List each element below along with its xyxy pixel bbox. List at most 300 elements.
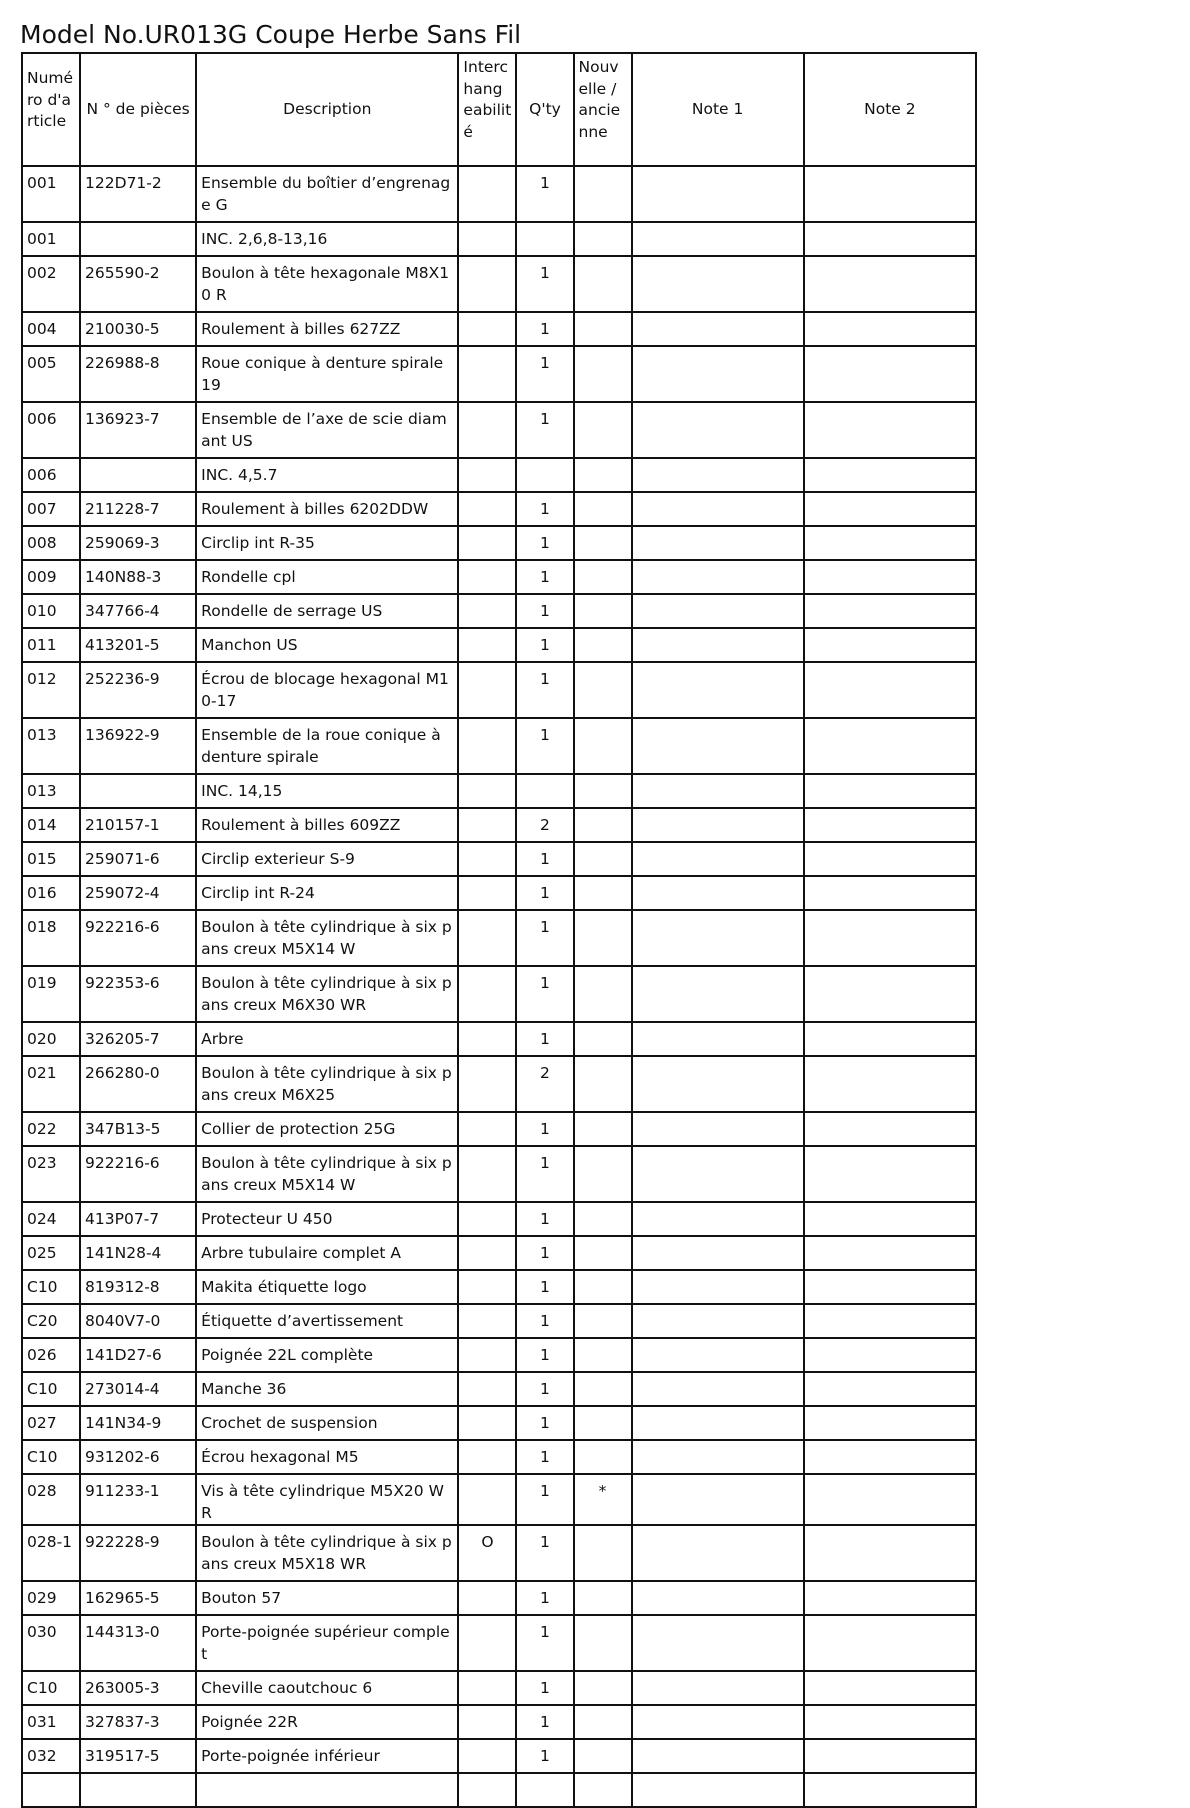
cell-description: Roulement à billes 6202DDW <box>196 492 458 526</box>
cell-article-number: 031 <box>22 1705 80 1739</box>
cell-note-1 <box>632 628 804 662</box>
header-part-number: N ° de pièces <box>80 53 196 166</box>
cell-quantity: 1 <box>516 628 573 662</box>
cell-new-old <box>574 628 632 662</box>
cell-note-1 <box>632 842 804 876</box>
cell-interchangeability <box>458 526 516 560</box>
cell-note-1 <box>632 876 804 910</box>
cell-new-old <box>574 1112 632 1146</box>
cell-note-2 <box>804 166 976 222</box>
cell-article-number: 020 <box>22 1022 80 1056</box>
cell-description: Cheville caoutchouc 6 <box>196 1671 458 1705</box>
cell-article-number: 008 <box>22 526 80 560</box>
cell-note-1 <box>632 1440 804 1474</box>
cell-note-2 <box>804 256 976 312</box>
cell-note-2 <box>804 312 976 346</box>
cell-article-number: 029 <box>22 1581 80 1615</box>
cell-note-2 <box>804 222 976 256</box>
empty-cell <box>22 1773 80 1807</box>
cell-quantity: 1 <box>516 1671 573 1705</box>
cell-new-old <box>574 1056 632 1112</box>
table-row <box>22 808 976 842</box>
cell-new-old <box>574 1338 632 1372</box>
cell-description: Ensemble de la roue conique à denture spirale <box>196 718 458 774</box>
cell-part-number: 413P07-7 <box>80 1202 196 1236</box>
cell-quantity: 1 <box>516 1440 573 1474</box>
table-row <box>22 222 976 256</box>
cell-new-old <box>574 1372 632 1406</box>
cell-note-2 <box>804 1056 976 1112</box>
table-row <box>22 774 976 808</box>
cell-description: Protecteur U 450 <box>196 1202 458 1236</box>
cell-note-1 <box>632 1525 804 1581</box>
table-row <box>22 256 976 312</box>
cell-part-number: 819312-8 <box>80 1270 196 1304</box>
cell-article-number: 007 <box>22 492 80 526</box>
table-row <box>22 966 976 1022</box>
cell-interchangeability <box>458 774 516 808</box>
cell-article-number: 013 <box>22 774 80 808</box>
cell-quantity: 1 <box>516 1236 573 1270</box>
table-header-row <box>22 53 976 166</box>
cell-new-old <box>574 876 632 910</box>
cell-interchangeability <box>458 966 516 1022</box>
cell-quantity: 1 <box>516 346 573 402</box>
cell-part-number: 347B13-5 <box>80 1112 196 1146</box>
cell-interchangeability <box>458 1112 516 1146</box>
table-row <box>22 1304 976 1338</box>
cell-part-number: 136923-7 <box>80 402 196 458</box>
table-row <box>22 1406 976 1440</box>
cell-new-old <box>574 526 632 560</box>
cell-note-2 <box>804 876 976 910</box>
cell-note-2 <box>804 1372 976 1406</box>
cell-interchangeability <box>458 1615 516 1671</box>
cell-note-1 <box>632 1202 804 1236</box>
cell-article-number: 002 <box>22 256 80 312</box>
table-row <box>22 1581 976 1615</box>
cell-note-2 <box>804 1615 976 1671</box>
cell-note-1 <box>632 312 804 346</box>
parts-table <box>21 52 977 1808</box>
cell-part-number: 265590-2 <box>80 256 196 312</box>
cell-quantity: 1 <box>516 492 573 526</box>
cell-interchangeability <box>458 1202 516 1236</box>
cell-new-old <box>574 1304 632 1338</box>
table-row <box>22 1671 976 1705</box>
cell-quantity: 1 <box>516 312 573 346</box>
cell-note-2 <box>804 718 976 774</box>
cell-note-1 <box>632 526 804 560</box>
cell-article-number: 018 <box>22 910 80 966</box>
cell-new-old <box>574 1440 632 1474</box>
table-row <box>22 560 976 594</box>
cell-quantity: 1 <box>516 256 573 312</box>
cell-description: INC. 14,15 <box>196 774 458 808</box>
cell-part-number: 326205-7 <box>80 1022 196 1056</box>
cell-quantity: 1 <box>516 526 573 560</box>
cell-new-old: * <box>574 1474 632 1525</box>
cell-interchangeability <box>458 1372 516 1406</box>
cell-note-2 <box>804 1112 976 1146</box>
table-row <box>22 1372 976 1406</box>
cell-note-1 <box>632 166 804 222</box>
table-row <box>22 1146 976 1202</box>
cell-part-number: 263005-3 <box>80 1671 196 1705</box>
cell-note-1 <box>632 966 804 1022</box>
cell-article-number: C20 <box>22 1304 80 1338</box>
cell-part-number: 162965-5 <box>80 1581 196 1615</box>
table-row <box>22 718 976 774</box>
cell-note-2 <box>804 662 976 718</box>
table-row <box>22 1773 976 1807</box>
table-row <box>22 1739 976 1773</box>
cell-new-old <box>574 594 632 628</box>
cell-quantity: 1 <box>516 718 573 774</box>
cell-interchangeability <box>458 1270 516 1304</box>
empty-cell <box>632 1773 804 1807</box>
cell-interchangeability <box>458 718 516 774</box>
cell-description: Boulon à tête cylindrique à six pans creux M5X18 WR <box>196 1525 458 1581</box>
cell-article-number: 005 <box>22 346 80 402</box>
cell-note-1 <box>632 1372 804 1406</box>
cell-note-2 <box>804 1739 976 1773</box>
cell-article-number: 028 <box>22 1474 80 1525</box>
cell-new-old <box>574 1525 632 1581</box>
cell-article-number: 019 <box>22 966 80 1022</box>
cell-new-old <box>574 808 632 842</box>
cell-article-number: C10 <box>22 1270 80 1304</box>
cell-note-2 <box>804 1406 976 1440</box>
cell-new-old <box>574 458 632 492</box>
table-row <box>22 458 976 492</box>
cell-new-old <box>574 842 632 876</box>
cell-note-1 <box>632 1338 804 1372</box>
cell-note-1 <box>632 718 804 774</box>
cell-description: Arbre <box>196 1022 458 1056</box>
cell-part-number <box>80 774 196 808</box>
cell-note-1 <box>632 560 804 594</box>
cell-note-1 <box>632 1406 804 1440</box>
cell-interchangeability <box>458 1581 516 1615</box>
table-row <box>22 1056 976 1112</box>
cell-quantity: 1 <box>516 594 573 628</box>
cell-note-2 <box>804 1304 976 1338</box>
cell-description: Ensemble de l’axe de scie diamant US <box>196 402 458 458</box>
cell-description: Boulon à tête cylindrique à six pans creux M5X14 W <box>196 910 458 966</box>
cell-note-2 <box>804 1338 976 1372</box>
cell-article-number: 027 <box>22 1406 80 1440</box>
cell-interchangeability <box>458 1338 516 1372</box>
cell-article-number: C10 <box>22 1372 80 1406</box>
cell-part-number: 122D71-2 <box>80 166 196 222</box>
cell-interchangeability <box>458 842 516 876</box>
cell-part-number: 210157-1 <box>80 808 196 842</box>
cell-interchangeability <box>458 492 516 526</box>
cell-quantity: 1 <box>516 1581 573 1615</box>
cell-article-number: 001 <box>22 166 80 222</box>
cell-note-2 <box>804 1236 976 1270</box>
cell-description: Manchon US <box>196 628 458 662</box>
cell-new-old <box>574 1615 632 1671</box>
cell-article-number: C10 <box>22 1671 80 1705</box>
cell-part-number: 211228-7 <box>80 492 196 526</box>
cell-new-old <box>574 492 632 526</box>
table-row <box>22 1202 976 1236</box>
cell-quantity: 2 <box>516 1056 573 1112</box>
cell-quantity: 1 <box>516 1202 573 1236</box>
cell-part-number <box>80 458 196 492</box>
cell-description: Bouton 57 <box>196 1581 458 1615</box>
cell-quantity: 1 <box>516 1022 573 1056</box>
cell-quantity: 1 <box>516 1304 573 1338</box>
cell-part-number: 144313-0 <box>80 1615 196 1671</box>
cell-note-2 <box>804 526 976 560</box>
cell-quantity: 1 <box>516 1146 573 1202</box>
cell-note-2 <box>804 1146 976 1202</box>
cell-quantity: 1 <box>516 662 573 718</box>
table-row <box>22 1338 976 1372</box>
cell-note-1 <box>632 222 804 256</box>
cell-part-number: 141D27-6 <box>80 1338 196 1372</box>
table-row <box>22 1270 976 1304</box>
cell-interchangeability <box>458 1739 516 1773</box>
cell-article-number: 024 <box>22 1202 80 1236</box>
cell-note-2 <box>804 1202 976 1236</box>
cell-new-old <box>574 1739 632 1773</box>
cell-part-number: 141N34-9 <box>80 1406 196 1440</box>
cell-part-number: 8040V7-0 <box>80 1304 196 1338</box>
cell-quantity: 1 <box>516 1112 573 1146</box>
cell-new-old <box>574 166 632 222</box>
cell-note-2 <box>804 1022 976 1056</box>
cell-quantity: 1 <box>516 910 573 966</box>
cell-article-number: 010 <box>22 594 80 628</box>
cell-note-2 <box>804 402 976 458</box>
cell-interchangeability <box>458 1705 516 1739</box>
cell-article-number: 012 <box>22 662 80 718</box>
cell-part-number: 226988-8 <box>80 346 196 402</box>
cell-note-1 <box>632 1739 804 1773</box>
table-row <box>22 662 976 718</box>
cell-article-number: 006 <box>22 458 80 492</box>
cell-description: Roulement à billes 627ZZ <box>196 312 458 346</box>
cell-note-2 <box>804 1705 976 1739</box>
cell-note-1 <box>632 662 804 718</box>
cell-quantity: 1 <box>516 1739 573 1773</box>
cell-interchangeability <box>458 1671 516 1705</box>
cell-note-1 <box>632 1236 804 1270</box>
cell-description: Roulement à billes 609ZZ <box>196 808 458 842</box>
cell-part-number: 413201-5 <box>80 628 196 662</box>
cell-interchangeability <box>458 222 516 256</box>
cell-article-number: C10 <box>22 1440 80 1474</box>
cell-quantity: 1 <box>516 1270 573 1304</box>
cell-interchangeability <box>458 594 516 628</box>
cell-note-2 <box>804 492 976 526</box>
cell-article-number: 009 <box>22 560 80 594</box>
cell-quantity: 1 <box>516 1615 573 1671</box>
cell-note-2 <box>804 1525 976 1581</box>
cell-note-1 <box>632 1581 804 1615</box>
cell-new-old <box>574 1406 632 1440</box>
cell-interchangeability <box>458 458 516 492</box>
cell-interchangeability: O <box>458 1525 516 1581</box>
cell-part-number: 922228-9 <box>80 1525 196 1581</box>
cell-part-number: 252236-9 <box>80 662 196 718</box>
cell-quantity: 1 <box>516 1474 573 1525</box>
cell-note-1 <box>632 1474 804 1525</box>
cell-note-1 <box>632 402 804 458</box>
cell-quantity: 1 <box>516 966 573 1022</box>
cell-description: Rondelle de serrage US <box>196 594 458 628</box>
cell-interchangeability <box>458 1406 516 1440</box>
cell-article-number: 032 <box>22 1739 80 1773</box>
cell-article-number: 026 <box>22 1338 80 1372</box>
cell-part-number: 259069-3 <box>80 526 196 560</box>
cell-quantity: 1 <box>516 1406 573 1440</box>
cell-description: Circlip int R-24 <box>196 876 458 910</box>
cell-part-number: 922216-6 <box>80 1146 196 1202</box>
header-note-2: Note 2 <box>804 53 976 166</box>
table-row <box>22 910 976 966</box>
table-row <box>22 1705 976 1739</box>
empty-cell <box>804 1773 976 1807</box>
cell-part-number: 136922-9 <box>80 718 196 774</box>
cell-note-1 <box>632 346 804 402</box>
cell-interchangeability <box>458 662 516 718</box>
cell-quantity: 1 <box>516 1705 573 1739</box>
cell-description: Circlip int R-35 <box>196 526 458 560</box>
cell-description: Circlip exterieur S-9 <box>196 842 458 876</box>
cell-note-2 <box>804 594 976 628</box>
header-interchangeability: Interchangeabilité <box>458 53 516 166</box>
empty-cell <box>574 1773 632 1807</box>
cell-article-number: 006 <box>22 402 80 458</box>
cell-interchangeability <box>458 166 516 222</box>
cell-note-2 <box>804 1581 976 1615</box>
cell-interchangeability <box>458 1056 516 1112</box>
cell-quantity <box>516 222 573 256</box>
cell-note-1 <box>632 492 804 526</box>
cell-description: Crochet de suspension <box>196 1406 458 1440</box>
cell-note-1 <box>632 808 804 842</box>
cell-quantity: 1 <box>516 1338 573 1372</box>
cell-new-old <box>574 560 632 594</box>
cell-new-old <box>574 1671 632 1705</box>
cell-part-number: 259071-6 <box>80 842 196 876</box>
cell-new-old <box>574 222 632 256</box>
cell-description: Porte-poignée supérieur complet <box>196 1615 458 1671</box>
cell-note-1 <box>632 1146 804 1202</box>
cell-quantity: 1 <box>516 842 573 876</box>
cell-part-number: 931202-6 <box>80 1440 196 1474</box>
cell-new-old <box>574 910 632 966</box>
cell-article-number: 016 <box>22 876 80 910</box>
table-row <box>22 1474 976 1525</box>
cell-note-2 <box>804 1270 976 1304</box>
cell-interchangeability <box>458 876 516 910</box>
cell-description: Makita étiquette logo <box>196 1270 458 1304</box>
cell-article-number: 011 <box>22 628 80 662</box>
cell-new-old <box>574 1236 632 1270</box>
cell-part-number: 347766-4 <box>80 594 196 628</box>
cell-part-number: 259072-4 <box>80 876 196 910</box>
table-row <box>22 166 976 222</box>
cell-new-old <box>574 402 632 458</box>
cell-interchangeability <box>458 1474 516 1525</box>
table-row <box>22 1615 976 1671</box>
cell-description: Poignée 22R <box>196 1705 458 1739</box>
header-new-old: Nouvelle / ancienne <box>574 53 632 166</box>
cell-note-1 <box>632 910 804 966</box>
cell-interchangeability <box>458 560 516 594</box>
cell-part-number: 273014-4 <box>80 1372 196 1406</box>
cell-new-old <box>574 1202 632 1236</box>
table-row <box>22 312 976 346</box>
table-row <box>22 1440 976 1474</box>
cell-note-1 <box>632 458 804 492</box>
cell-note-2 <box>804 842 976 876</box>
cell-new-old <box>574 966 632 1022</box>
cell-article-number: 023 <box>22 1146 80 1202</box>
cell-description: Boulon à tête cylindrique à six pans creux M5X14 W <box>196 1146 458 1202</box>
cell-part-number <box>80 222 196 256</box>
cell-description: Collier de protection 25G <box>196 1112 458 1146</box>
cell-description: Porte-poignée inférieur <box>196 1739 458 1773</box>
table-row <box>22 876 976 910</box>
cell-new-old <box>574 774 632 808</box>
cell-note-1 <box>632 1056 804 1112</box>
cell-note-1 <box>632 1270 804 1304</box>
cell-description: Boulon à tête hexagonale M8X10 R <box>196 256 458 312</box>
cell-description: Manche 36 <box>196 1372 458 1406</box>
cell-new-old <box>574 256 632 312</box>
empty-cell <box>80 1773 196 1807</box>
cell-note-2 <box>804 1671 976 1705</box>
cell-quantity <box>516 774 573 808</box>
cell-interchangeability <box>458 910 516 966</box>
cell-description: Ensemble du boîtier d’engrenage G <box>196 166 458 222</box>
cell-article-number: 030 <box>22 1615 80 1671</box>
cell-interchangeability <box>458 1304 516 1338</box>
cell-interchangeability <box>458 808 516 842</box>
table-row <box>22 1525 976 1581</box>
cell-quantity: 1 <box>516 1372 573 1406</box>
header-note-1: Note 1 <box>632 53 804 166</box>
cell-article-number: 004 <box>22 312 80 346</box>
cell-new-old <box>574 718 632 774</box>
cell-note-2 <box>804 966 976 1022</box>
table-row <box>22 402 976 458</box>
empty-cell <box>196 1773 458 1807</box>
cell-quantity: 2 <box>516 808 573 842</box>
cell-interchangeability <box>458 1236 516 1270</box>
cell-part-number: 210030-5 <box>80 312 196 346</box>
cell-interchangeability <box>458 1440 516 1474</box>
cell-quantity: 1 <box>516 402 573 458</box>
cell-note-1 <box>632 1112 804 1146</box>
cell-interchangeability <box>458 1146 516 1202</box>
cell-part-number: 922353-6 <box>80 966 196 1022</box>
cell-part-number: 140N88-3 <box>80 560 196 594</box>
cell-article-number: 025 <box>22 1236 80 1270</box>
header-description: Description <box>196 53 458 166</box>
cell-new-old <box>574 1705 632 1739</box>
cell-article-number: 015 <box>22 842 80 876</box>
table-row <box>22 628 976 662</box>
cell-description: INC. 4,5.7 <box>196 458 458 492</box>
